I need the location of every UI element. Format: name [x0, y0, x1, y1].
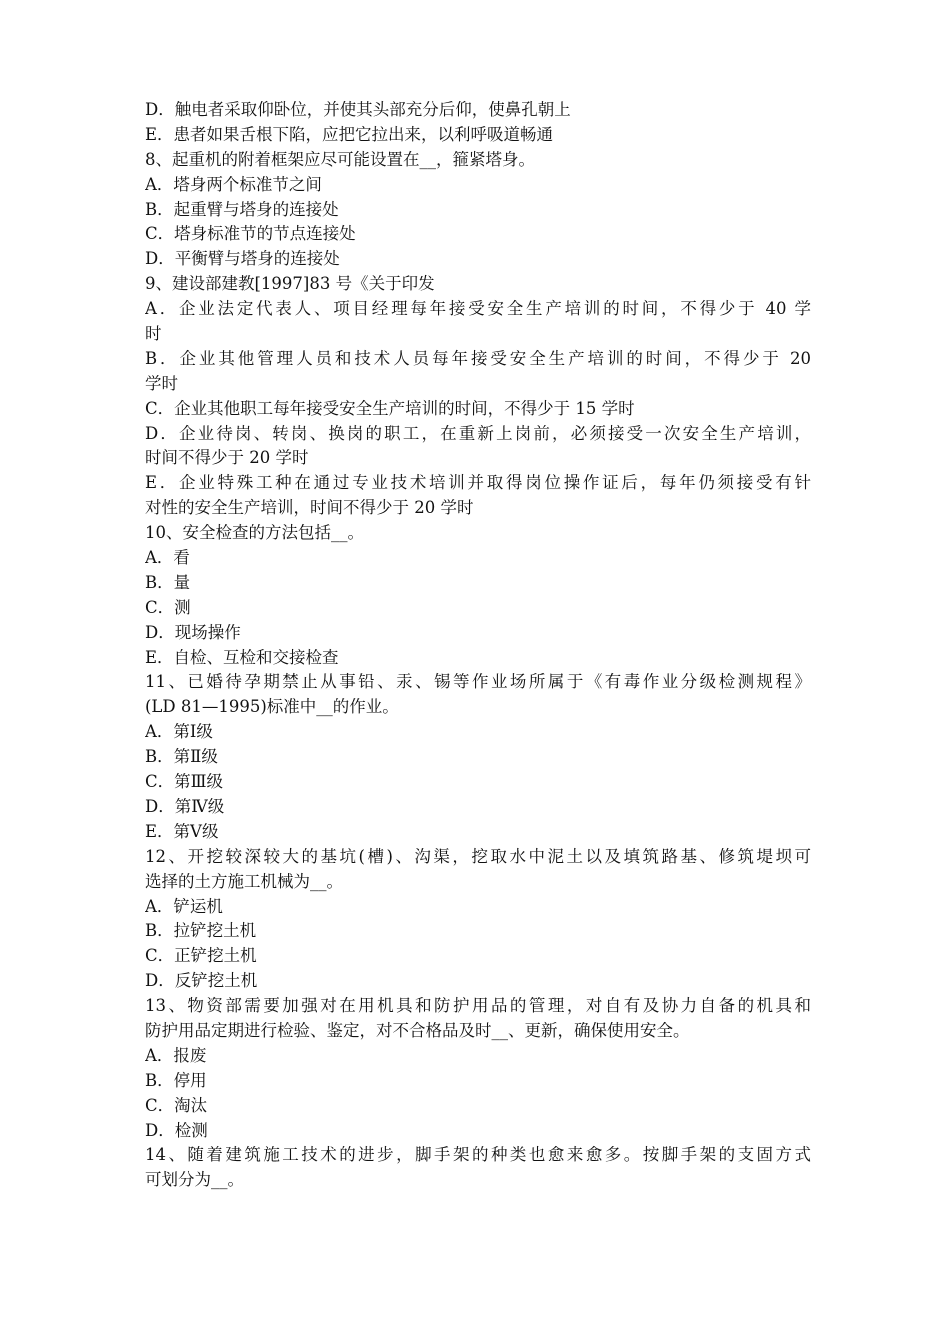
text-line: 14、随着建筑施工技术的进步，脚手架的种类也愈来愈多。按脚手架的支固方式	[145, 1145, 811, 1165]
text-line: C．正铲挖土机	[145, 946, 257, 966]
text-line: B．企业其他管理人员和技术人员每年接受安全生产培训的时间，不得少于 20	[145, 348, 811, 368]
text-line: E．自检、互检和交接检查	[145, 647, 339, 667]
text-line: 13、物资部需要加强对在用机具和防护用品的管理，对自有及协力自备的机具和	[145, 996, 811, 1016]
text-line: 9、建设部建教[1997]83 号《关于印发	[145, 274, 435, 294]
text-line: B．拉铲挖土机	[145, 921, 257, 941]
text-line: E．企业特殊工种在通过专业技术培训并取得岗位操作证后，每年仍须接受有针	[145, 473, 811, 493]
text-line: D．平衡臂与塔身的连接处	[145, 249, 340, 269]
text-line: 学时	[145, 373, 178, 393]
text-line: 对性的安全生产培训，时间不得少于 20 学时	[145, 498, 474, 518]
text-line: (LD 81—1995)标准中__的作业。	[145, 697, 399, 717]
text-line: E．患者如果舌根下陷，应把它拉出来，以利呼吸道畅通	[145, 124, 554, 144]
text-line: C．第Ⅲ级	[145, 772, 224, 792]
text-line: C．测	[145, 597, 191, 617]
text-line: C．淘汰	[145, 1095, 208, 1115]
text-line: B．停用	[145, 1070, 207, 1090]
text-line: 选择的土方施工机械为__。	[145, 871, 343, 891]
text-line: B．起重臂与塔身的连接处	[145, 199, 339, 219]
text-line: A．报废	[145, 1045, 207, 1065]
text-line: 时	[145, 324, 162, 344]
text-line: A．第Ⅰ级	[145, 722, 213, 742]
text-line: A．企业法定代表人、项目经理每年接受安全生产培训的时间，不得少于 40 学	[145, 299, 811, 319]
text-line: 11、已婚待孕期禁止从事铅、汞、锡等作业场所属于《有毒作业分级检测规程》	[145, 672, 811, 692]
text-line: D．现场操作	[145, 622, 241, 642]
text-line: E．第Ⅴ级	[145, 821, 219, 841]
text-line: C．企业其他职工每年接受安全生产培训的时间，不得少于 15 学时	[145, 398, 635, 418]
text-line: D．第Ⅳ级	[145, 796, 225, 816]
text-line: 10、安全检查的方法包括__。	[145, 523, 364, 543]
text-line: D．触电者采取仰卧位，并使其头部充分后仰，使鼻孔朝上	[145, 100, 571, 119]
text-line: 8、起重机的附着框架应尽可能设置在__，箍紧塔身。	[145, 149, 535, 169]
text-line: A．塔身两个标准节之间	[145, 174, 322, 194]
text-line: A．看	[145, 548, 190, 568]
text-line: A．铲运机	[145, 896, 223, 916]
text-line: 12、开挖较深较大的基坑(槽)、沟渠，挖取水中泥土以及填筑路基、修筑堤坝可	[145, 846, 811, 866]
text-line: B．第Ⅱ级	[145, 747, 218, 767]
text-line: 时间不得少于 20 学时	[145, 448, 309, 468]
text-line: C．塔身标准节的节点连接处	[145, 224, 356, 244]
text-line: D．企业待岗、转岗、换岗的职工，在重新上岗前，必须接受一次安全生产培训，	[145, 423, 811, 443]
text-line: 可划分为__。	[145, 1170, 244, 1190]
text-line: 防护用品定期进行检验、鉴定，对不合格品及时__、更新，确保使用安全。	[145, 1020, 690, 1040]
document-page	[145, 98, 811, 1193]
text-line: D．反铲挖土机	[145, 971, 258, 991]
text-line: D．检测	[145, 1120, 208, 1140]
text-line: B．量	[145, 572, 191, 592]
